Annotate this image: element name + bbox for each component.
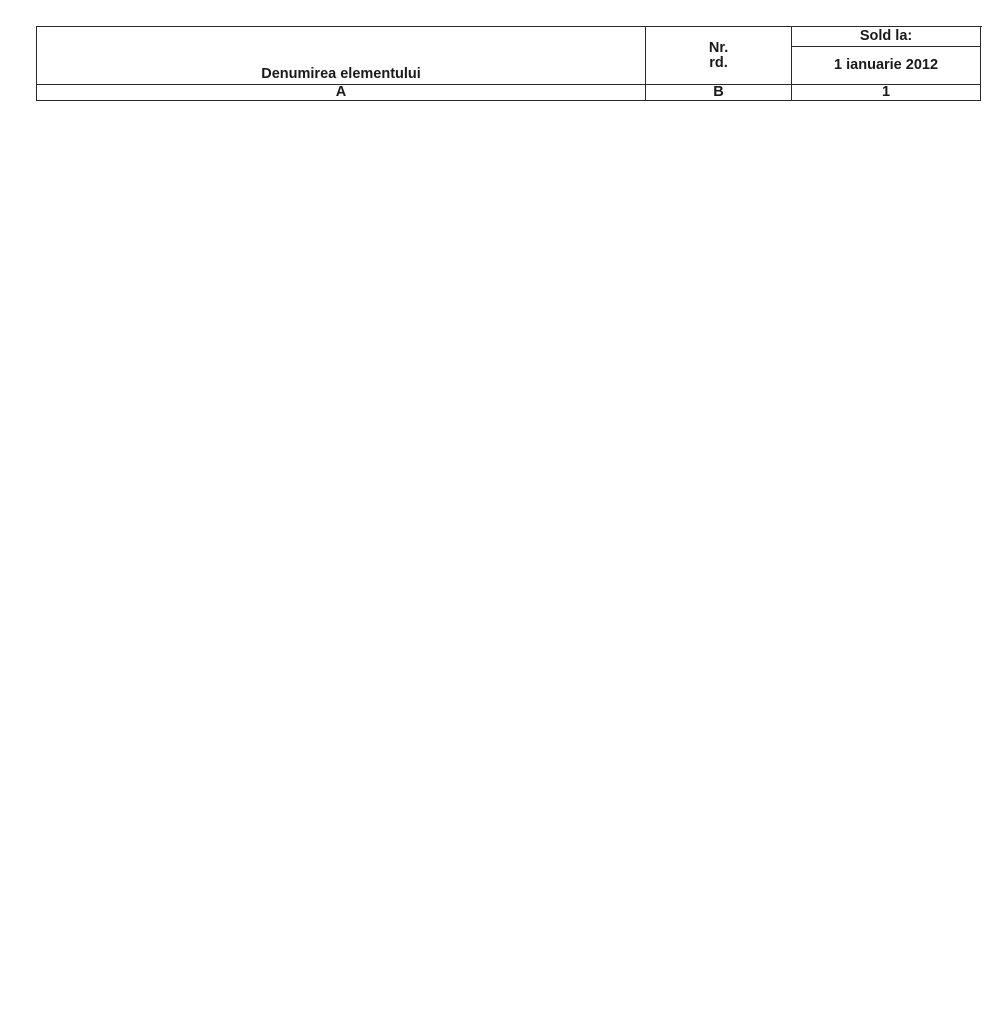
header-row-letters bbox=[37, 85, 981, 101]
header-letter-a: A bbox=[37, 85, 646, 101]
header-row-top bbox=[37, 27, 981, 47]
header-sold-la: Sold la: bbox=[792, 27, 981, 47]
header-denumire: Denumirea elementului bbox=[37, 27, 646, 85]
header-nr-rd-text: Nr. rd. bbox=[708, 39, 729, 71]
header-letter-1: 1 bbox=[792, 85, 981, 101]
header-col1-text: 1 ianuarie 2012 bbox=[834, 57, 939, 73]
balance-sheet-page bbox=[36, 26, 980, 101]
header-col1 bbox=[792, 47, 981, 85]
header-letter-b: B bbox=[646, 85, 792, 101]
balance-sheet-table bbox=[36, 26, 981, 101]
header-nr-rd bbox=[646, 27, 792, 85]
